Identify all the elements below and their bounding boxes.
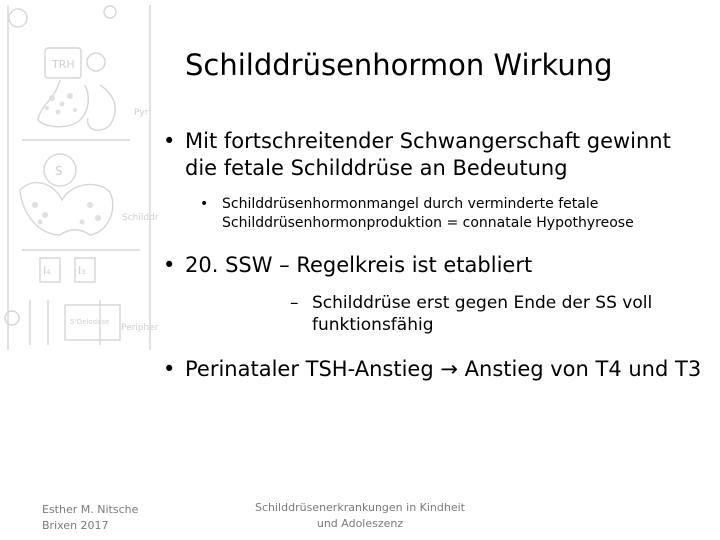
bullet-dot: • xyxy=(163,253,176,277)
diagram-circle-top xyxy=(9,9,27,27)
diagram-label-pyr: Pyr xyxy=(134,108,149,118)
footer-place-year: Brixen 2017 xyxy=(42,519,109,532)
bullet-1-text: Mit fortschreitender Schwangerschaft gewinnt die fetale Schilddrüse an Bedeutung xyxy=(185,129,671,180)
footer-topic-line-1: Schilddrüsenerkrankungen in Kindheit xyxy=(255,501,465,514)
diagram-label-deiodase: 5‘Deiodase xyxy=(70,318,110,326)
bullet-3-text-after: Anstieg von T4 und T3 xyxy=(464,357,702,381)
bullet-dot: • xyxy=(163,129,176,153)
bullet-3 xyxy=(163,356,708,383)
slide-title: Schilddrüsenhormon Wirkung xyxy=(185,48,613,82)
diagram-pituitary-shape xyxy=(88,85,116,130)
bullet-dot: • xyxy=(163,357,176,381)
diagram-thyroid-gland-shape xyxy=(20,183,113,235)
bullet-2 xyxy=(163,252,708,279)
dash-marker: – xyxy=(290,293,299,313)
footer-author: Esther M. Nitsche xyxy=(42,503,139,516)
right-arrow-icon: → xyxy=(440,357,458,381)
diagram-label-schilddr: Schilddr xyxy=(122,213,159,223)
bullet-2-text: 20. SSW – Regelkreis ist etabliert xyxy=(185,253,533,277)
bullet-dot: • xyxy=(200,196,209,212)
diagram-circle-lower-left xyxy=(5,311,19,325)
footer-topic-block xyxy=(240,500,480,532)
bullet-1 xyxy=(163,128,708,182)
footer-author-block xyxy=(42,502,138,534)
diagram-label-peripher: Peripher xyxy=(121,323,159,333)
thyroid-regulation-diagram xyxy=(0,0,160,355)
bullet-2-sub xyxy=(290,292,708,336)
diagram-circle-trh-right xyxy=(87,53,105,71)
bullet-2-sub-text: Schilddrüse erst gegen Ende der SS voll funktionsfähig xyxy=(312,293,653,335)
footer-topic-line-2: und Adoleszenz xyxy=(316,517,404,530)
diagram-label-i4: I₄ xyxy=(43,264,51,277)
diagram-circle-top-right xyxy=(104,6,116,18)
diagram-label-i3: I₃ xyxy=(78,264,86,277)
bullet-1-sub xyxy=(200,195,708,233)
diagram-label-trh: TRH xyxy=(52,58,75,71)
diagram-label-s: S xyxy=(55,164,63,178)
slide-content xyxy=(163,128,708,383)
bullet-3-text-before: Perinataler TSH-Anstieg xyxy=(185,357,434,381)
bullet-1-sub-text: Schilddrüsenhormonmangel durch verminderte fetale Schilddrüsenhormonproduktion = connatale Hypothyreose xyxy=(222,196,634,231)
